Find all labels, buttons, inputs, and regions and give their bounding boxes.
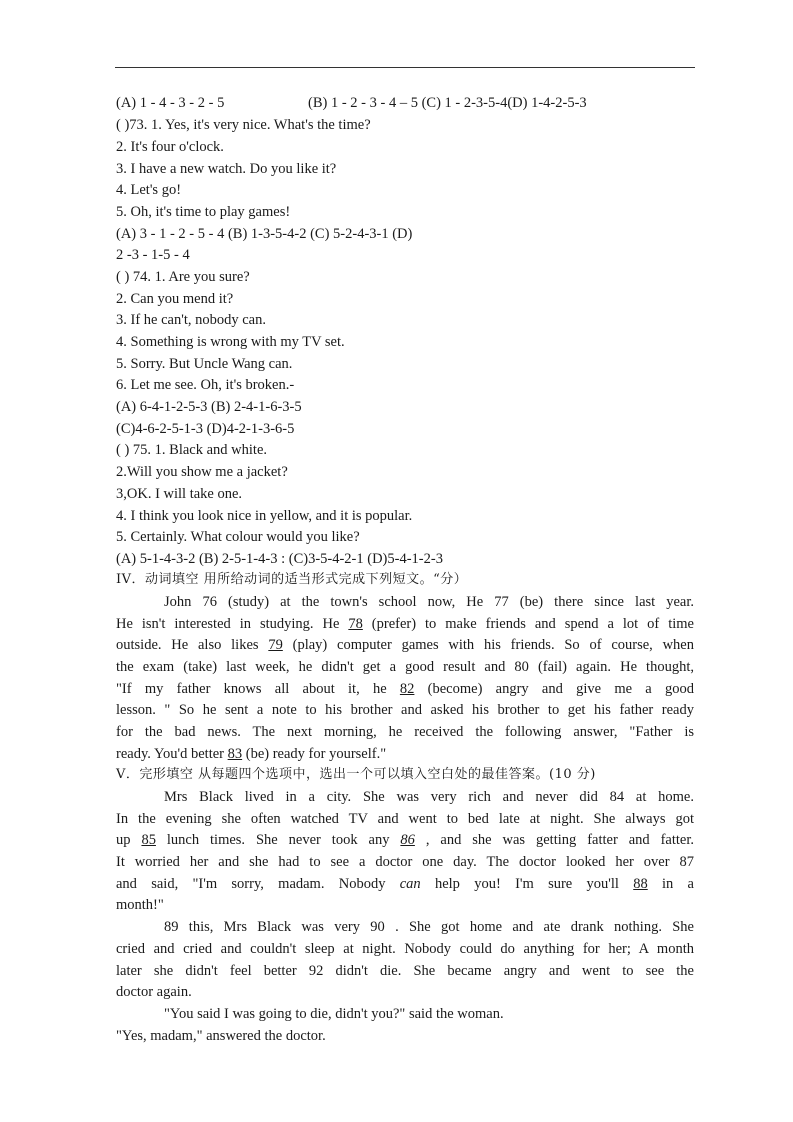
header-rule xyxy=(115,67,695,68)
passage-line: "Yes, madam," answered the doctor. xyxy=(116,1027,326,1044)
q74-line: 5. Sorry. But Uncle Wang can. xyxy=(116,356,293,372)
q72-options-bcd: (B) 1 - 2 - 3 - 4 – 5 (C) 1 - 2-3-5-4(D) 1-4-2-5-3 xyxy=(308,95,587,111)
q74-options-cont: (C)4-6-2-5-1-3 (D)4-2-1-3-6-5 xyxy=(116,421,295,437)
q74-head: ( ) 74. 1. Are you sure? xyxy=(116,269,250,285)
q74-line: 6. Let me see. Oh, it's broken.- xyxy=(116,377,295,393)
passage-line: cried and cried and couldn't sleep at night. Nobody could do anything for her; A month xyxy=(116,940,694,957)
q75-line: 3,OK. I will take one. xyxy=(116,486,243,502)
passage-line: up 85 lunch times. She never took any 86 , and she was getting fatter and fatter. xyxy=(116,832,694,849)
passage-line: and said, "I'm sorry, madam. Nobody can help you! I'm sure you'll 88 in a xyxy=(116,875,694,892)
blank-78: 78 xyxy=(348,615,363,632)
passage-line: "If my father knows all about it, he 82 (become) angry and give me a good xyxy=(116,680,695,697)
passage-line: "You said I was going to die, didn't you?" said the woman. xyxy=(164,1005,504,1022)
passage-line: outside. He also likes 79 (play) computer games with his friends. So of course, when xyxy=(116,637,694,654)
passage-line: In the evening she often watched TV and went to bed late at night. She always got xyxy=(116,810,694,827)
passage-line: ready. You'd better 83 (be) ready for yourself." xyxy=(116,745,387,762)
q74-line: 2. Can you mend it? xyxy=(116,291,234,307)
passage-line: lesson. " So he sent a note to his brother and asked his brother to get his father ready xyxy=(116,702,694,719)
section4-heading: IV．动词填空 用所给动词的适当形式完成下列短文。“分） xyxy=(116,572,468,587)
passage-line: John 76 (study) at the town's school now, He 77 (be) there since last year. xyxy=(164,594,694,610)
passage-line: the exam (take) last week, he didn't get a good result and 80 (fail) again. He thought, xyxy=(116,659,694,676)
passage-line: Mrs Black lived in a city. She was very rich and never did 84 at home. xyxy=(164,789,694,805)
q74-options: (A) 6-4-1-2-5-3 (B) 2-4-1-6-3-5 xyxy=(116,399,302,415)
section5-heading: V．完形填空 从每题四个选项中，选出一个可以填入空白处的最佳答案。(10 分) xyxy=(116,767,596,782)
q73-options-cont: 2 -3 - 1-5 - 4 xyxy=(116,247,190,263)
passage-line: He isn't interested in studying. He 78 (prefer) to make friends and spend a lot of time xyxy=(116,615,694,632)
q75-head: ( ) 75. 1. Black and white. xyxy=(116,442,268,458)
q74-line: 4. Something is wrong with my TV set. xyxy=(116,334,345,350)
q73-options: (A) 3 - 1 - 2 - 5 - 4 (B) 1-3-5-4-2 (C) 5-2-4-3-1 (D) xyxy=(116,226,413,242)
q75-options: (A) 5-1-4-3-2 (B) 2-5-1-4-3 : (C)3-5-4-2-1 (D)5-4-1-2-3 xyxy=(116,551,443,567)
blank-86: 86 xyxy=(400,832,415,849)
q73-line: 3. I have a new watch. Do you like it? xyxy=(116,161,337,177)
blank-85: 85 xyxy=(141,832,156,849)
blank-79: 79 xyxy=(268,637,283,654)
passage-line: 89 this, Mrs Black was very 90 . She got home and ate drank nothing. She xyxy=(164,919,694,936)
q73-line: 2. It's four o'clock. xyxy=(116,139,224,155)
q73-line: 5. Oh, it's time to play games! xyxy=(116,204,291,220)
q72-option-a: (A) 1 - 4 - 3 - 2 - 5 xyxy=(116,95,225,111)
section5-passage xyxy=(116,787,694,1047)
blank-88: 88 xyxy=(633,875,648,892)
blank-82: 82 xyxy=(399,680,415,697)
italic-can: can xyxy=(399,875,421,892)
passage-line: It worried her and she had to see a doctor one day. The doctor looked her over 87 xyxy=(116,854,694,871)
section4-passage xyxy=(116,592,694,766)
q73-head: ( )73. 1. Yes, it's very nice. What's the time? xyxy=(116,117,371,133)
q73-line: 4. Let's go! xyxy=(116,182,182,198)
q75-line: 5. Certainly. What colour would you like? xyxy=(116,529,360,545)
passage-line: month!" xyxy=(116,897,164,914)
passage-line: doctor again. xyxy=(116,984,192,1001)
passage-line: later she didn't feel better 92 didn't die. She became angry and went to see the xyxy=(116,962,694,979)
q74-line: 3. If he can't, nobody can. xyxy=(116,312,266,328)
blank-83: 83 xyxy=(227,745,243,762)
q75-line: 2.Will you show me a jacket? xyxy=(116,464,288,480)
q75-line: 4. I think you look nice in yellow, and it is popular. xyxy=(116,508,413,524)
passage-line: for the bad news. The next morning, he received the following answer, "Father is xyxy=(116,724,694,741)
